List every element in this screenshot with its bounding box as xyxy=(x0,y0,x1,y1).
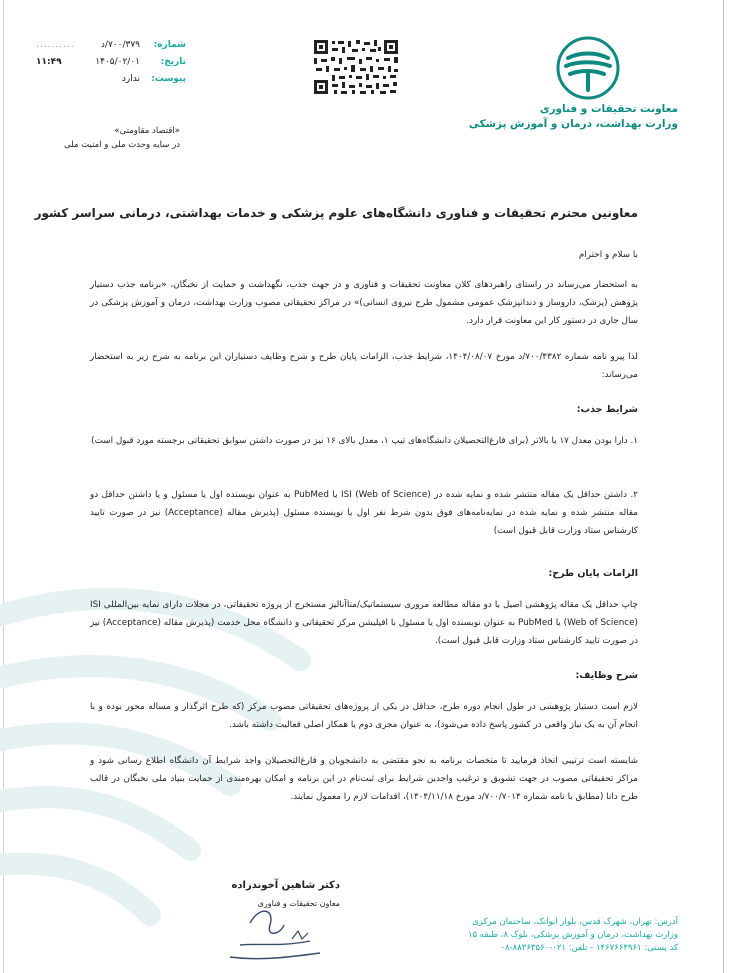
letter-time: ۱۱:۴۹ xyxy=(36,57,62,67)
qr-code-icon xyxy=(312,38,400,96)
addressee: معاونین محترم تحقیقات و فناوری دانشگاه‌های علوم پزشکی و خدمات بهداشتی، درمانی سراسر کشور xyxy=(34,206,638,220)
signer-name: دکتر شاهین آخوندزاده xyxy=(231,880,340,891)
signer-title: معاون تحقیقات و فناوری xyxy=(257,899,340,908)
meta-date-row xyxy=(36,57,186,74)
heading-completion-requirements: الزامات پایان طرح: xyxy=(548,568,638,579)
heading-duties: شرح وظایف: xyxy=(575,670,638,681)
org-line-1: معاونت تحقیقات و فناوری xyxy=(539,103,678,115)
meta-number-row xyxy=(36,40,186,57)
letter-number: ۷۰۰/۳۷۹/د xyxy=(100,40,140,50)
motto xyxy=(40,124,180,152)
date-label: تاریخ: xyxy=(160,57,186,67)
org-line-2: وزارت بهداشت، درمان و آموزش پزشکی xyxy=(468,118,678,130)
address-line-1: آدرس: تهران، شهرک قدس، بلوار ایوانک، ساختمان مرکزی xyxy=(472,917,678,927)
heading-admission-conditions: شرایط جذب: xyxy=(576,404,638,415)
duty-1: لازم است دستیار پژوهشی در طول انجام دوره طرح، حداقل در یکی از پروژه‌های تحقیقاتی مصوب مرکز (که طرح اثرگذار و مساله محور بوده و با انجام آن به یک نیاز واقعی در کشور پاسخ داده می‌شود)، به عنوان مجری دوم یا همکار اصلی فعالیت داشته باشد. xyxy=(90,702,638,730)
letter-metadata xyxy=(36,40,186,91)
paragraph-intro: به استحضار می‌رساند در راستای راهبردهای کلان معاونت تحقیقات و فناوری و در جهت جذب، نگهداشت و حمایت از نخبگان، «برنامه جذب دستیار پژوهش (پزشک، داروساز و دندانپزشک عمومی مشمول طرح نیروی انسانی)» در مراکز تحقیقاتی مصوب وزارت بهداشت، درمان و آموزش پزشکی در سال جاری در دستور کار این معاونت قرار دارد. xyxy=(90,280,638,326)
greeting: با سلام و احترام xyxy=(578,250,638,260)
requirement-1: چاپ حداقل یک مقاله پژوهشی اصیل یا دو مقاله مطالعه مروری سیستماتیک/متاآنالیز مستخرج از پروژه تحقیقاتی، در مجلات دارای نمایه بین‌المللی ISI (Web of Science) یا PubMed به عنوان نویسنده اول یا مسئول با افیلیشن مرکز تحقیقاتی و دانشگاه محل خدمت (پذیرش مقاله (Acceptance) نیز در صورت تایید کارشناس ستاد وزارت قابل قبول است). xyxy=(90,600,638,646)
postal-phone: کد پستی: ۱۴۶۷۶۶۴۹۶۱ - تلفن: ۰۲۱-۸۸۳۶۳۵۶۰-۰۸ xyxy=(500,943,678,953)
logo-icon xyxy=(538,36,638,100)
motto-line-1: «اقتصاد مقاومتی» xyxy=(114,126,180,136)
attachment-label: پیوست: xyxy=(151,74,186,84)
address-line-2: وزارت بهداشت، درمان و آموزش پزشکی، بلوک ۸، طبقه ۱۵ xyxy=(467,930,678,940)
condition-1: ۱. دارا بودن معدل ۱۷ یا بالاتر (برای فارغ‌التحصیلان دانشگاه‌های تیپ ۱، معدل بالای ۱۶ نیز در صورت داشتن سوابق تحقیقاتی برجسته مورد قبول است) xyxy=(91,436,638,446)
meta-attachment-row xyxy=(36,74,186,91)
footer-address xyxy=(378,916,678,955)
signer-block xyxy=(210,880,340,908)
attachment-value: ندارد xyxy=(121,74,140,84)
letter-date: ۱۴۰۵/۰۲/۰۱ xyxy=(95,57,140,67)
organization-name xyxy=(469,102,678,132)
duty-2: شایسته است ترتیبی اتخاذ فرمایید تا متخصات برنامه به نحو مقتضی به دانشجویان و فارغ‌التحصیلان واجد شرایط آن دانشگاه اطلاع رسانی شود و مراکز تحقیقاتی مصوب در جهت تشویق و ترغیب واجدین شرایط برای ثبت‌نام در این برنامه و امکان بهره‌مندی از حمایت بنیاد ملی نخبگان در قالب طرح دانا (مطابق با نامه شماره ۷۰۰/۷۰۱۴/د مورخ ۱۴۰۴/۱۱/۱۸)، اقدامات لازم را معمول نمایند. xyxy=(90,756,638,802)
meta-dots: .......... xyxy=(36,40,75,50)
motto-line-2: در سایه وحدت ملی و امنیت ملی xyxy=(64,140,180,150)
page-edge-right xyxy=(723,0,724,973)
paragraph-reference: لذا پیرو نامه شماره ۷۰۰/۴۳۸۲/د مورخ ۱۴۰۴/۰۸/۰۷، شرایط جذب، الزامات پایان طرح و شرح وظایف دستیاران این برنامه به شرح زیر به استحضار می‌رساند: xyxy=(90,352,638,380)
condition-2: ۲. داشتن حداقل یک مقاله منتشر شده و نمایه شده در ISI (Web of Science) یا PubMed به عنوان نویسنده اول یا مسئول و یا داشتن حداقل دو مقاله منتشر شده و نمایه شده در نمایه‌نامه‌های فوق بدون شرط نفر اول یا نویسنده مسئول (پذیرش مقاله (Acceptance) نیز در صورت تایید کارشناس ستاد وزارت قابل قبول است) xyxy=(90,490,638,536)
number-label: شماره: xyxy=(153,40,186,50)
